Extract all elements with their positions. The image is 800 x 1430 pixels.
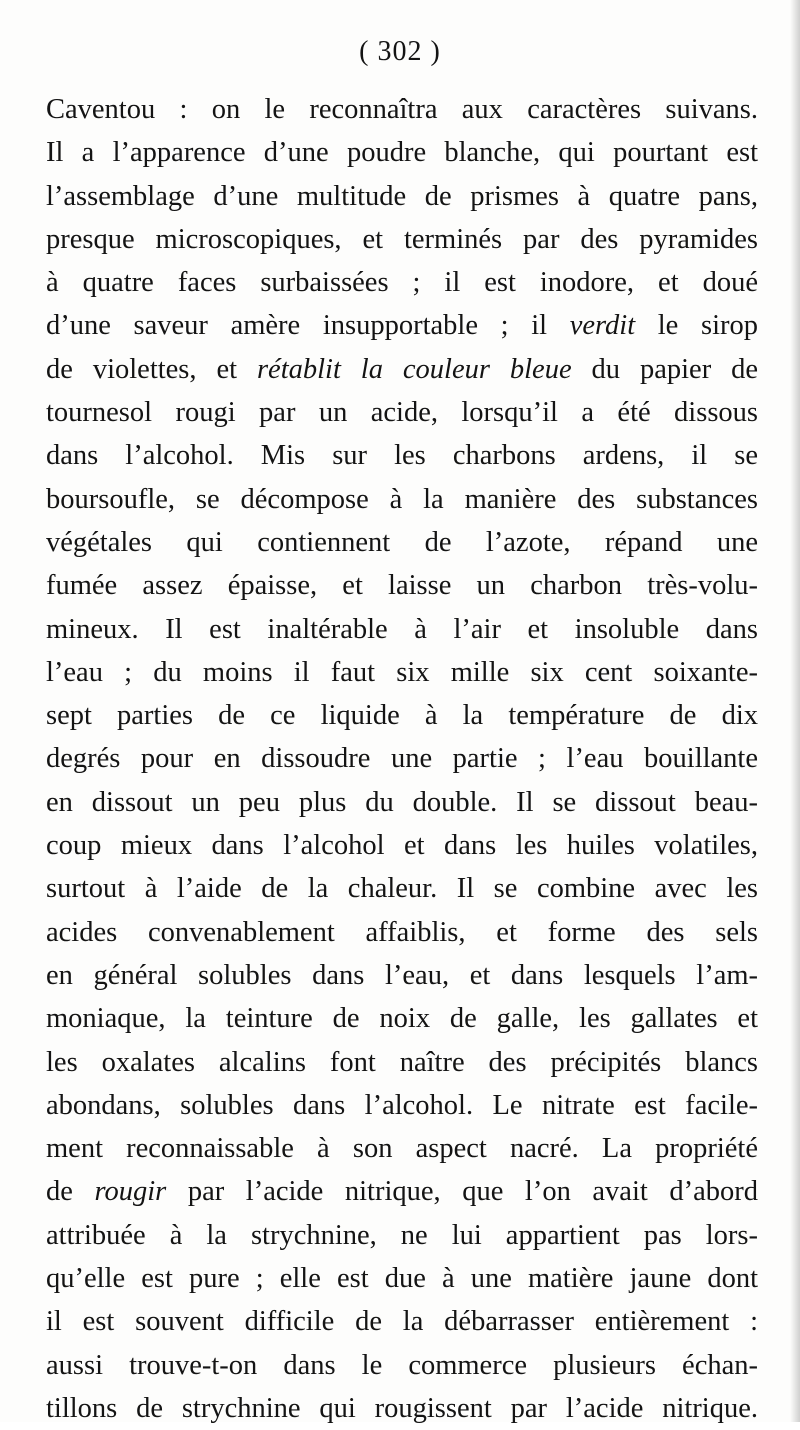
text-fragment: le sirop [635, 310, 758, 342]
body-paragraph [46, 88, 758, 1430]
text-fragment: l’eau ; du moins il faut six mille six cent soixante- [46, 656, 758, 688]
italic-phrase: verdit [569, 310, 636, 342]
text-line [46, 218, 758, 261]
page-number: ( 302 ) [359, 36, 441, 67]
text-fragment: aussi trouve-t-on dans le commerce plusieurs échan- [46, 1349, 758, 1381]
text-fragment: boursoufle, se décompose à la manière des substances [46, 483, 758, 515]
text-fragment: dans l’alcohol. Mis sur les charbons ardens, il se [46, 440, 758, 472]
text-fragment: les oxalates alcalins font naître des précipités blancs [46, 1046, 758, 1078]
text-line [46, 867, 758, 910]
text-fragment: abondans, solubles dans l’alcohol. Le nitrate est facile- [46, 1089, 758, 1121]
text-line [46, 911, 758, 954]
text-line [46, 997, 758, 1040]
text-line [46, 131, 758, 174]
text-fragment: végétales qui contiennent de l’azote, répand une [46, 526, 758, 558]
text-fragment: tournesol rougi par un acide, lorsqu’il a été dissous [46, 397, 758, 429]
italic-phrase: rétablit la couleur bleue [256, 353, 572, 385]
text-line [46, 694, 758, 737]
text-line [46, 391, 758, 434]
text-fragment: qu’elle est pure ; elle est due à une matière jaune dont [46, 1263, 758, 1295]
page-edge-shadow [790, 0, 800, 1422]
text-line [46, 434, 758, 477]
text-line [46, 651, 758, 694]
text-line [46, 1344, 758, 1387]
text-fragment: presque microscopiques, et terminés par des pyramides [46, 223, 758, 255]
text-line [46, 1387, 758, 1430]
text-fragment: fumée assez épaisse, et laisse un charbon très-volu- [46, 570, 758, 602]
text-line [46, 521, 758, 564]
text-fragment: en général solubles dans l’eau, et dans lesquels l’am- [46, 959, 758, 991]
text-line [46, 478, 758, 521]
text-line [46, 564, 758, 607]
text-fragment: d’une saveur amère insupportable ; il [46, 310, 570, 342]
text-fragment: attribuée à la strychnine, ne lui appartient pas lors- [46, 1219, 758, 1251]
text-fragment: en dissout un peu plus du double. Il se dissout beau- [46, 786, 758, 818]
text-fragment: sept parties de ce liquide à la température de dix [46, 700, 758, 732]
text-fragment: degrés pour en dissoudre une partie ; l’eau bouillante [46, 743, 758, 775]
text-line [46, 781, 758, 824]
text-fragment: moniaque, la teinture de noix de galle, les gallates et [46, 1003, 758, 1035]
text-line [46, 261, 758, 304]
text-line [46, 1084, 758, 1127]
text-line [46, 88, 758, 131]
text-fragment: tillons de strychnine qui rougissent par l’acide nitrique. [46, 1392, 758, 1424]
text-fragment: par l’acide nitrique, que l’on avait d’abord [166, 1176, 758, 1208]
text-fragment: Caventou : on le reconnaîtra aux caractères suivans. [46, 94, 758, 125]
text-fragment: de violettes, et [46, 353, 257, 385]
text-line [46, 1214, 758, 1257]
text-line [46, 1170, 758, 1213]
text-fragment: du papier de [571, 353, 759, 385]
text-fragment: à quatre faces surbaissées ; il est inodore, et doué [46, 267, 758, 299]
text-line [46, 1041, 758, 1084]
text-line [46, 954, 758, 997]
text-line [46, 824, 758, 867]
text-fragment: mineux. Il est inaltérable à l’air et insoluble dans [46, 613, 758, 645]
text-fragment: acides convenablement affaiblis, et forme des sels [46, 916, 758, 948]
text-line [46, 1127, 758, 1170]
text-fragment: surtout à l’aide de la chaleur. Il se combine avec les [46, 873, 758, 905]
text-fragment: de [46, 1176, 95, 1208]
text-fragment: coup mieux dans l’alcohol et dans les huiles volatiles, [46, 830, 758, 862]
text-line [46, 304, 758, 347]
text-fragment: l’assemblage d’une multitude de prismes à quatre pans, [46, 180, 758, 212]
text-fragment: il est souvent difficile de la débarrasser entièrement : [46, 1306, 758, 1338]
text-line [46, 608, 758, 651]
text-line [46, 348, 758, 391]
text-line [46, 737, 758, 780]
text-fragment: Il a l’apparence d’une poudre blanche, qui pourtant est [46, 137, 758, 169]
text-line [46, 1257, 758, 1300]
italic-phrase: rougir [94, 1176, 167, 1208]
text-line [46, 175, 758, 218]
text-fragment: ment reconnaissable à son aspect nacré. La propriété [46, 1133, 758, 1165]
text-line [46, 1300, 758, 1343]
